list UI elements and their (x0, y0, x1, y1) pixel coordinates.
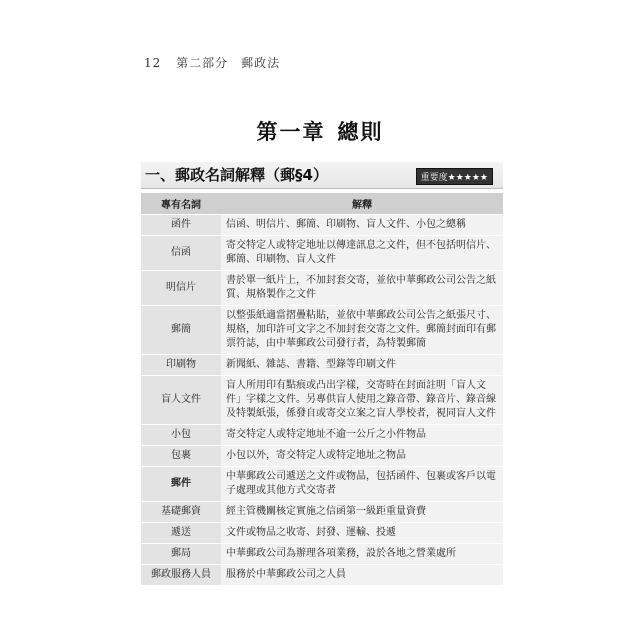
chapter-name: 總則 (337, 120, 384, 144)
page-number: 12 (144, 56, 162, 70)
table-row (141, 355, 503, 376)
term-cell: 明信片 (141, 271, 221, 306)
definition-cell: 書於單一紙片上，不加封套交寄，並依中華郵政公司公告之紙質、規格製作之文件 (221, 271, 503, 306)
table-row (141, 502, 503, 523)
definition-cell: 中華郵政公司遞送之文件或物品，包括函件、包裹或客戶以電子處理或其他方式交寄者 (221, 467, 503, 502)
definition-cell: 盲人所用印有點痕或凸出字樣，交寄時在封面註明「盲人文件」字樣之文件。另專供盲人使用之錄音帶、錄音片、錄音線及特製紙張，係發自或寄交立案之盲人學校者，視同盲人文件 (221, 376, 503, 425)
term-cell: 郵簡 (141, 306, 221, 355)
table-row (141, 544, 503, 565)
table-row (141, 446, 503, 467)
term-cell: 基礎郵資 (141, 502, 221, 523)
table-row (141, 306, 503, 355)
definition-cell: 新聞紙、雜誌、書籍、型錄等印刷文件 (221, 355, 503, 376)
importance-badge: 重要度★★★★★ (416, 168, 493, 185)
term-cell: 盲人文件 (141, 376, 221, 425)
term-cell: 包裹 (141, 446, 221, 467)
term-cell: 郵政服務人員 (141, 565, 221, 586)
part-title: 第二部分 郵政法 (176, 56, 281, 70)
term-cell: 印刷物 (141, 355, 221, 376)
terms-table (141, 193, 503, 586)
table-row (141, 467, 503, 502)
table-row (141, 215, 503, 236)
definition-cell: 寄交特定人或特定地址以傳達訊息之文件，但不包括明信片、郵簡、印刷物、盲人文件 (221, 236, 503, 271)
definition-cell: 文件或物品之收寄、封發、運輸、投遞 (221, 523, 503, 544)
section-title: 一、郵政名詞解釋（郵§4） (145, 166, 328, 184)
header-term: 專有名詞 (141, 193, 221, 215)
term-cell: 郵件 (141, 467, 221, 502)
chapter-prefix: 第一章 (256, 120, 326, 144)
term-cell: 信函 (141, 236, 221, 271)
definition-cell: 小包以外，寄交特定人或特定地址之物品 (221, 446, 503, 467)
header-definition: 解釋 (221, 193, 503, 215)
table-header-row (141, 193, 503, 215)
section-heading-bar (141, 162, 503, 189)
definition-cell: 寄交特定人或特定地址不逾一公斤之小件物品 (221, 425, 503, 446)
definition-cell: 經主管機關核定實施之信函第一級距重量資費 (221, 502, 503, 523)
table-row (141, 271, 503, 306)
running-header (144, 54, 280, 71)
term-cell: 函件 (141, 215, 221, 236)
definition-cell: 服務於中華郵政公司之人員 (221, 565, 503, 586)
table-row (141, 236, 503, 271)
definition-cell: 信函、明信片、郵簡、印刷物、盲人文件、小包之總稱 (221, 215, 503, 236)
table-row (141, 565, 503, 586)
term-cell: 遞送 (141, 523, 221, 544)
definition-cell: 中華郵政公司為辦理各項業務，設於各地之營業處所 (221, 544, 503, 565)
definition-cell: 以整張紙適當摺疊粘貼，並依中華郵政公司公告之紙張尺寸、規格，加印許可文字之不加封套交寄之文件。郵簡封面印有郵票符誌，由中華郵政公司發行者，為特製郵簡 (221, 306, 503, 355)
term-cell: 郵局 (141, 544, 221, 565)
table-row (141, 425, 503, 446)
table-row (141, 376, 503, 425)
table-row (141, 523, 503, 544)
chapter-title (0, 116, 640, 146)
term-cell: 小包 (141, 425, 221, 446)
